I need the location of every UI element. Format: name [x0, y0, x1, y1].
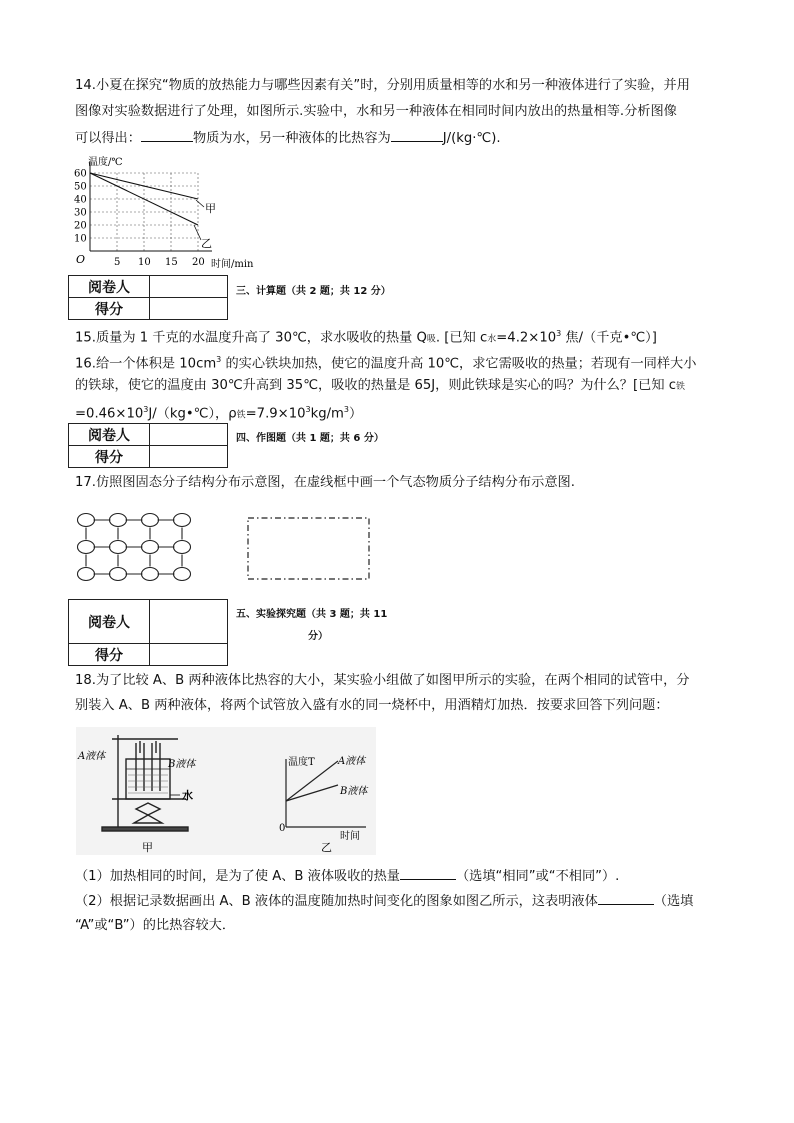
- section-4-heading: 四、作图题（共 1 题；共 6 分）: [236, 433, 384, 444]
- q16-l3-d: kg/m: [310, 406, 344, 422]
- chart-label-jia: 甲: [205, 202, 216, 215]
- reviewer-cell[interactable]: [150, 424, 228, 446]
- q16-l3-sup1: 3: [143, 405, 149, 414]
- q16-l3-b: J/（kg•℃），ρ: [148, 406, 237, 422]
- reviewer-label: 阅卷人: [69, 276, 150, 298]
- q14-line3: [75, 127, 501, 150]
- x-tick-label: 20: [192, 257, 205, 268]
- q15-b-sub: 水: [487, 334, 497, 345]
- q14-line1: 14.小夏在探究“物质的放热能力与哪些因素有关”时，分别用质量相等的水和另一种液体进行了实验，并用: [75, 78, 690, 93]
- q16-l2-a: 的铁球，使它的温度由 30℃升高到 35℃，吸收的热量是 65J，则此铁球是实心的吗？为什么？[已知 c: [75, 378, 676, 393]
- score-label: 得分: [69, 644, 150, 666]
- q16-line2: [75, 375, 685, 398]
- reviewer-cell[interactable]: [150, 600, 228, 644]
- section-3-heading: 三、计算题（共 2 题；共 12 分）: [236, 286, 391, 297]
- fig-a-liquid-label: A液体: [78, 751, 106, 762]
- fig2-a-label: A液体: [338, 756, 366, 767]
- q15-a: 15.质量为 1 千克的水温度升高了 30℃，求水吸收的热量 Q: [75, 330, 427, 346]
- section-5-heading-cont: 分）: [308, 631, 328, 642]
- fig2-x-label: 时间: [340, 831, 360, 842]
- answer-blank[interactable]: [400, 865, 456, 880]
- molecule: [174, 514, 191, 527]
- q16-l3-sup3: 3: [343, 405, 349, 414]
- q18-p1-b: （选填“相同”或“不相同”）.: [455, 869, 620, 884]
- q16-l3-sub: 铁: [236, 410, 246, 421]
- q15-c-sup: 3: [556, 329, 562, 338]
- q16-l1-a: 16.给一个体积是 10cm: [75, 356, 217, 372]
- molecule: [110, 541, 127, 554]
- score-table: [68, 423, 228, 468]
- q15-a-sub: 吸: [426, 334, 436, 345]
- q18-line1: 18.为了比较 A、B 两种液体比热容的大小，某实验小组做了如图甲所示的实验，在两个相同的试管中，分: [75, 673, 690, 688]
- q16-l1-sup: 3: [216, 355, 222, 364]
- chart-origin: O: [76, 253, 86, 266]
- fig-b-liquid-label: B液体: [168, 759, 196, 770]
- answer-blank[interactable]: [391, 127, 443, 142]
- q15-d: 焦/（千克•℃）]: [561, 330, 657, 346]
- molecule: [110, 514, 127, 527]
- x-tick-label: 15: [165, 257, 178, 268]
- solid-molecule-diagram: [76, 512, 196, 582]
- q16-l3-e: ）: [348, 406, 363, 422]
- score-label: 得分: [69, 446, 150, 468]
- molecule: [142, 514, 159, 527]
- q16-l3-a: =0.46×10: [75, 406, 144, 422]
- q15-b: . [已知 c: [435, 330, 488, 346]
- reviewer-cell[interactable]: [150, 276, 228, 298]
- label-leader: [196, 200, 204, 207]
- q16-l3-sup2: 3: [305, 405, 311, 414]
- reviewer-label: 阅卷人: [69, 424, 150, 446]
- chart-axes: [90, 161, 212, 251]
- gas-drawing-frame[interactable]: [246, 516, 372, 582]
- q15-c: =4.2×10: [496, 330, 557, 346]
- q14-line3-b: 物质为水，另一种液体的比热容为: [192, 131, 391, 146]
- reviewer-label: 阅卷人: [69, 600, 150, 644]
- molecule: [142, 541, 159, 554]
- q18-part2: [75, 890, 693, 913]
- score-cell[interactable]: [150, 446, 228, 468]
- answer-blank[interactable]: [598, 890, 654, 905]
- chart-label-yi: 乙: [201, 237, 212, 250]
- y-tick-label: 60: [74, 168, 87, 180]
- molecule: [174, 568, 191, 581]
- molecule: [78, 568, 95, 581]
- fig-jia-caption: 甲: [142, 841, 153, 854]
- q18-p2-b: （选填: [653, 894, 694, 909]
- score-label: 得分: [69, 298, 150, 320]
- fig-water-label: 水: [182, 789, 193, 802]
- molecule: [142, 568, 159, 581]
- q15: [75, 323, 657, 350]
- x-tick-label: 5: [114, 257, 121, 268]
- x-tick-label: 10: [138, 257, 151, 268]
- molecule: [110, 568, 127, 581]
- q16-l2-sub: 铁: [675, 382, 685, 392]
- score-table: [68, 275, 228, 320]
- y-tick-label: 50: [74, 181, 87, 193]
- q16-l1-b: 的实心铁块加热，使它的温度升高 10℃，求它需吸收的热量；若现有一同样大小: [221, 356, 697, 372]
- fig2-b-label: B液体: [340, 786, 368, 797]
- answer-blank[interactable]: [141, 127, 193, 142]
- chart-y-label: 温度/℃: [88, 157, 123, 168]
- fig-yi-caption: 乙: [321, 841, 332, 854]
- q18-p2-a: （2）根据记录数据画出 A、B 液体的温度随加热时间变化的图象如图乙所示，这表明液体: [75, 894, 598, 909]
- q18-p1-a: （1）加热相同的时间，是为了使 A、B 液体吸收的热量: [75, 869, 400, 884]
- q18-part2-cont: “A”或“B”）的比热容较大．: [75, 918, 236, 933]
- temperature-time-chart: [70, 155, 254, 273]
- q18-line2: 别装入 A、B 两种液体，将两个试管放入盛有水的同一烧杯中，用酒精灯加热．按要求回答下列问题：: [75, 698, 669, 713]
- molecule: [78, 541, 95, 554]
- fig2-origin: 0: [279, 823, 286, 834]
- chart-grid: [90, 173, 198, 251]
- q18-part1: [75, 865, 619, 888]
- chart-series: [90, 173, 204, 240]
- score-table: [68, 599, 228, 666]
- chart-x-label: 时间/min: [211, 259, 254, 270]
- q14-line3-c: J/(kg·℃).: [442, 131, 501, 146]
- q16-l3-c: =7.9×10: [245, 406, 306, 422]
- molecule: [78, 514, 95, 527]
- q16-line1: [75, 349, 696, 375]
- molecule: [174, 541, 191, 554]
- q14-line3-a: 可以得出：: [75, 131, 141, 146]
- score-cell[interactable]: [150, 298, 228, 320]
- figure-jia-apparatus: [76, 727, 376, 855]
- q17: 17.仿照图固态分子结构分布示意图，在虚线框中画一个气态物质分子结构分布示意图.: [75, 475, 575, 490]
- y-tick-label: 20: [74, 220, 87, 232]
- y-tick-label: 10: [74, 233, 87, 245]
- section-5-heading: 五、实验探究题（共 3 题；共 11: [236, 609, 388, 620]
- q14-line2: 图像对实验数据进行了处理，如图所示.实验中，水和另一种液体在相同时间内放出的热量相等.分析图像: [75, 104, 677, 119]
- fig2-y-label: 温度T: [288, 757, 315, 768]
- score-cell[interactable]: [150, 644, 228, 666]
- y-tick-label: 30: [74, 207, 87, 219]
- y-tick-label: 40: [74, 194, 87, 206]
